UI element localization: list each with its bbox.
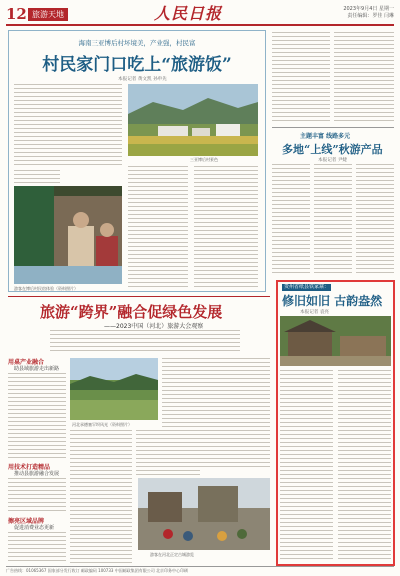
story3-lead bbox=[50, 330, 240, 352]
date-line: 2023年9月4日 星期一 bbox=[343, 6, 394, 12]
story2-headline: 多地“上线”秋游产品 bbox=[282, 143, 383, 156]
right-text-col1 bbox=[272, 32, 330, 124]
feature-text-col2 bbox=[338, 370, 391, 562]
photo-caption-4: 游客在河北正定古城游览 bbox=[150, 552, 194, 557]
feature-headline: 修旧如旧 古韵盎然 bbox=[282, 294, 383, 308]
story3-subtitle: ——2023中国（河北）旅游大会观察 bbox=[104, 323, 204, 330]
sidebar-label-3: 擦亮区域品牌 bbox=[8, 518, 45, 525]
story3-text-col3 bbox=[162, 358, 270, 470]
story1-text-col1 bbox=[14, 84, 122, 166]
story1-text-col2 bbox=[128, 166, 188, 288]
story1-text-col3 bbox=[194, 166, 258, 288]
story2-byline: 本报记者 尹婕 bbox=[318, 158, 348, 163]
feature-tag: 贵州省纸县铁家寨： bbox=[284, 284, 330, 290]
village-landscape-photo bbox=[128, 84, 258, 156]
photo-caption-3: 河北承德塞罕坝风光（资料照片） bbox=[72, 422, 132, 427]
sidebar-sub-2: 推动县旅游融合发展 bbox=[14, 471, 60, 477]
sidebar-text-3 bbox=[8, 532, 66, 564]
editor-line: 责任编辑：罗佳 闫琳 bbox=[347, 13, 394, 19]
old-town-photo bbox=[138, 478, 270, 550]
story2-text-col2 bbox=[314, 164, 352, 274]
story3-headline: 旅游“跨界”融合促绿色发展 bbox=[40, 303, 223, 321]
feature-byline: 本报记者 袁亮 bbox=[300, 310, 330, 315]
photo-caption-1: 三亚博后村景色 bbox=[190, 157, 218, 162]
story3-text-col1 bbox=[70, 430, 132, 564]
feature-text-col1 bbox=[280, 370, 333, 562]
sidebar-sub-1: 助县域旅游走出新路 bbox=[14, 366, 60, 372]
right-text-col2 bbox=[334, 32, 394, 124]
story1-byline: 本报记者 黄文凯 孙申先 bbox=[118, 77, 167, 82]
ancient-village-photo bbox=[280, 316, 391, 366]
sidebar-text-2 bbox=[8, 478, 66, 512]
page-footer: 广告热线：01065367 国家部分发行收订 邮政编码 100733 中国邮政集团有限公司 北京印务中心印刷 bbox=[6, 566, 394, 574]
sidebar-label-2: 用技术打造精品 bbox=[8, 464, 51, 471]
story2-text-col3 bbox=[356, 164, 394, 274]
masthead-logo: 人民日报 bbox=[154, 4, 223, 23]
story2-text-col1 bbox=[272, 164, 310, 274]
story2-kicker: 主题丰富 线路多元 bbox=[300, 133, 351, 140]
sidebar-sub-3: 促进消费业态更新 bbox=[14, 525, 55, 531]
guests-photo bbox=[14, 186, 122, 284]
sidebar-label-1: 用桌产业融合 bbox=[8, 359, 45, 366]
photo-caption-2: 游客在博后村民宿体验（资料照片） bbox=[14, 286, 78, 291]
header-meta bbox=[343, 6, 394, 20]
grassland-photo bbox=[70, 358, 158, 420]
divider bbox=[272, 127, 394, 128]
story1-headline: 村民家门口吃上“旅游饭” bbox=[42, 55, 232, 75]
story1-kicker: 海南三亚博后村坏境美，产业强，村民富 bbox=[78, 39, 196, 47]
section-label: 旅游天地 bbox=[28, 8, 68, 21]
page-number: 12 bbox=[6, 5, 27, 23]
section-rule bbox=[8, 296, 270, 297]
sidebar-text-1 bbox=[8, 373, 66, 459]
page-header bbox=[6, 4, 394, 26]
